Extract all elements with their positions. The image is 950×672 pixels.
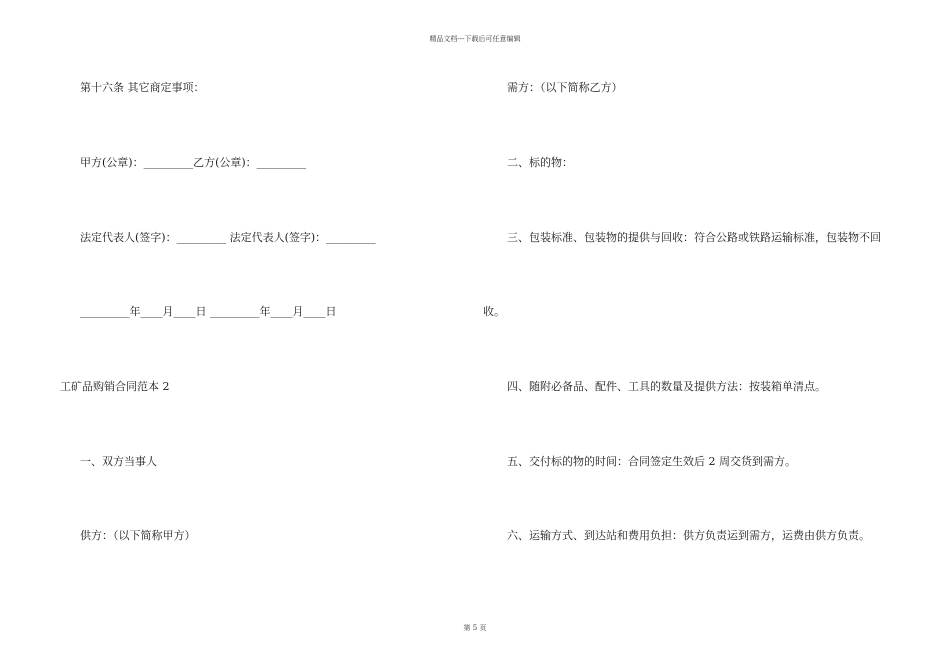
section-transport-text: 六、运输方式、到达站和费用负担：供方负责运到需方，运费由供方负责。 xyxy=(507,529,870,542)
contract-template-title: 工矿品购销合同范本 2 xyxy=(60,380,170,393)
date-line: _________年____月____日 _________年____月____日 xyxy=(80,305,337,318)
supplier-line: 供方：（以下简称甲方） xyxy=(80,529,196,542)
page-header: 精品文档---下载后可任意编辑 xyxy=(429,35,521,43)
section-packaging-continuation: 收。 xyxy=(483,305,505,318)
buyer-line: 需方：（以下简称乙方） xyxy=(507,81,623,94)
article-16-heading: 第十六条 其它商定事项： xyxy=(80,81,205,94)
section-subject-heading: 二、标的物： xyxy=(507,156,573,169)
section-delivery-time-text: 五、交付标的物的时间：合同签定生效后 2 周交货到需方。 xyxy=(507,455,796,468)
section-packaging-text: 三、包装标准、包装物的提供与回收：符合公路或铁路运输标准，包装物不回 xyxy=(507,231,881,244)
representative-signature-line: 法定代表人(签字)：_________ 法定代表人(签字)：_________ xyxy=(80,231,376,244)
section-accessories-text: 四、随附必备品、配件、工具的数量及提供方法：按装箱单清点。 xyxy=(507,380,826,393)
seal-line: 甲方(公章)：_________乙方(公章)：_________ xyxy=(80,156,307,169)
page-number: 第 5 页 xyxy=(463,624,487,632)
section-parties-heading: 一、双方当事人 xyxy=(80,455,157,468)
